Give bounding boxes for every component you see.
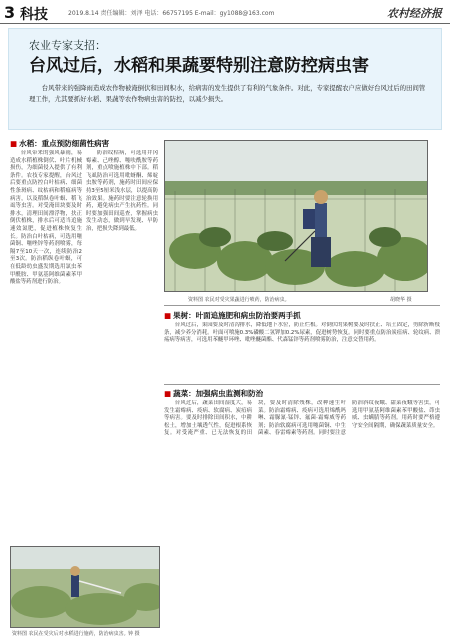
paper-logo: 农村经济报 (387, 7, 442, 20)
rice-photo-image (11, 547, 160, 628)
fruit-body: 台风过后，果园要及时清沟排水，降低地下水位，防止烂根。对倒伏的果树要及时扶正、培土固定，剪除折断枝条，减少养分消耗。叶面可喷施0.3%磷酸二氢钾加0.2%尿素，促进树势恢复。同时要重点防治炭疽病、轮纹病、溃疡病等病害，可选用苯醚甲环唑、吡唑醚菌酯、代森锰锌等药剂喷雾防治，注意交替用药。 (164, 322, 440, 344)
photo-bottom-caption: 资料图 农民在受灾后对水稻进行施药，防治病虫害。 (12, 631, 129, 637)
rice-body-2: 防治纹枯病，可选用井冈霉素、己唑醇、噻呋酰胺等药剂，重点喷施植株中下部。稻飞虱防治可选用吡蚜酮、烯啶虫胺等药剂，施药时田间应保持3至5厘米浅水层，以提高防治效果。施药时要注意轮换用药，避免病虫产生抗药性。同时要加强田间巡查，掌握病虫发生动态，做到早发现、早防治，把损失降到最低。 (86, 150, 158, 232)
photo-top-credit: 胡晓华 摄 (390, 297, 412, 303)
rice-column-1 (10, 150, 82, 542)
photo-sprayer (164, 140, 428, 292)
veg-column (164, 400, 440, 628)
hero-banner (8, 28, 442, 130)
veg-body: 台风过后，蔬菜田间湿度大，易发生霜霉病、疫病、软腐病、炭疽病等病害。要及时排除田间积水，中耕松土，增加土壤透气性，促进根系恢复。对受淹严重、已无法恢复的田块，要及时清除残株，改种速生叶菜。防治霜霉病、疫病可选用烯酰吗啉、霜脲氰·锰锌、氟菌·霜霉威等药剂；防治软腐病可选用噻菌铜、中生菌素、春雷霉素等药剂。同时要注意防治斜纹夜蛾、甜菜夜蛾等害虫，可选用甲氨基阿维菌素苯甲酸盐、茚虫威、虫螨腈等药剂。用药时要严格遵守安全间隔期，确保蔬菜质量安全。 (164, 400, 440, 437)
section-name: 科技 (20, 7, 48, 23)
veg-subhead: ■ 蔬菜：加强病虫监测和防治 (164, 389, 264, 398)
article-headline: 台风过后，水稻和果蔬要特别注意防控病虫害 (29, 56, 369, 76)
section-divider (164, 305, 440, 306)
fruit-column (164, 322, 440, 382)
article-lead: 台风带来的强降雨造成农作物被淹倒伏和田间积水，给病害的发生提供了有利的气象条件。对此，专家提醒农户应做好台风过后的田间管理工作，尤其要抓好水稻、果蔬等农作物病虫害的防控，以减少损失。 (29, 84, 426, 103)
section-divider-2 (164, 384, 440, 385)
page-number: 3 (4, 3, 16, 22)
fruit-subhead: ■ 果树：叶面追施肥和病虫防治要两手抓 (164, 311, 301, 320)
photo-top-caption: 资料图 农民对受灾果蔬进行喷药，防治病虫。 (188, 297, 290, 303)
article-kicker: 农业专家支招： (29, 39, 106, 52)
masthead-meta: 2019.8.14 责任编辑：刘泽 电话：66757195 E-mail：gy1088@163.com (68, 10, 275, 17)
photo-rice-spray (10, 546, 160, 628)
rice-column-2 (86, 150, 158, 542)
rice-body: 台风带来的强风暴雨，易造成水稻植株倒伏、叶片机械损伤，为细菌侵入提供了有利条件。农技专家提醒，台风过后要重点防控白叶枯病、细菌性条斑病、纹枯病和稻瘟病等病害，以及稻纵卷叶螟、稻飞虱等虫害。对受淹田块要及时排水，清理田间漂浮物，扶正倒伏植株，排水后可适当追施速效氮肥，促进植株恢复生长。防治白叶枯病，可选用噻菌铜、噻唑锌等药剂喷雾，每隔7至10天一次，连续防治2至3次。防治稻纵卷叶螟，可在低龄幼虫盛发期选用氯虫苯甲酰胺、甲氨基阿维菌素苯甲酸盐等药剂进行防治。 (10, 150, 82, 286)
rice-subhead: ■ 水稻：重点预防细菌性病害 (10, 139, 110, 148)
sprayer-photo-image (165, 141, 428, 292)
photo-bottom-credit: 钟 摄 (128, 631, 140, 637)
